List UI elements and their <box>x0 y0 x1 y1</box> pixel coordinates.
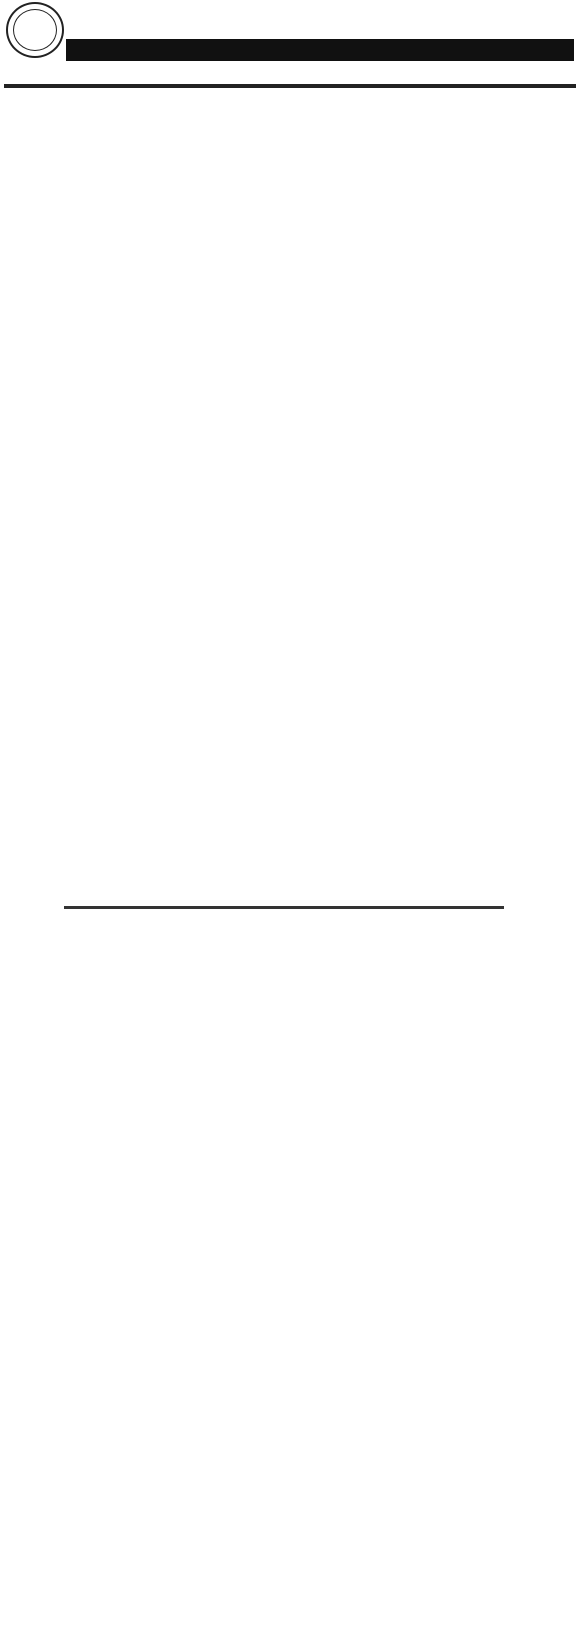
vacancies-table <box>4 84 576 88</box>
col-qualification <box>225 85 576 88</box>
col-gender <box>155 85 193 88</box>
col-post <box>27 85 155 88</box>
fee-row <box>65 908 504 909</box>
institution-seal-logo <box>6 2 64 58</box>
col-sn <box>5 85 27 88</box>
header <box>0 0 580 60</box>
fee-c1 <box>65 908 175 909</box>
vacancies-banner <box>66 39 574 61</box>
watermark <box>150 482 262 760</box>
table-header-row <box>5 85 576 88</box>
fee-table <box>64 906 504 909</box>
fee-c2 <box>174 908 284 909</box>
seal-text <box>13 9 57 51</box>
terms-section <box>4 905 576 910</box>
col-age <box>193 85 225 88</box>
fee-c3 <box>284 908 394 909</box>
fee-c4 <box>394 908 504 909</box>
